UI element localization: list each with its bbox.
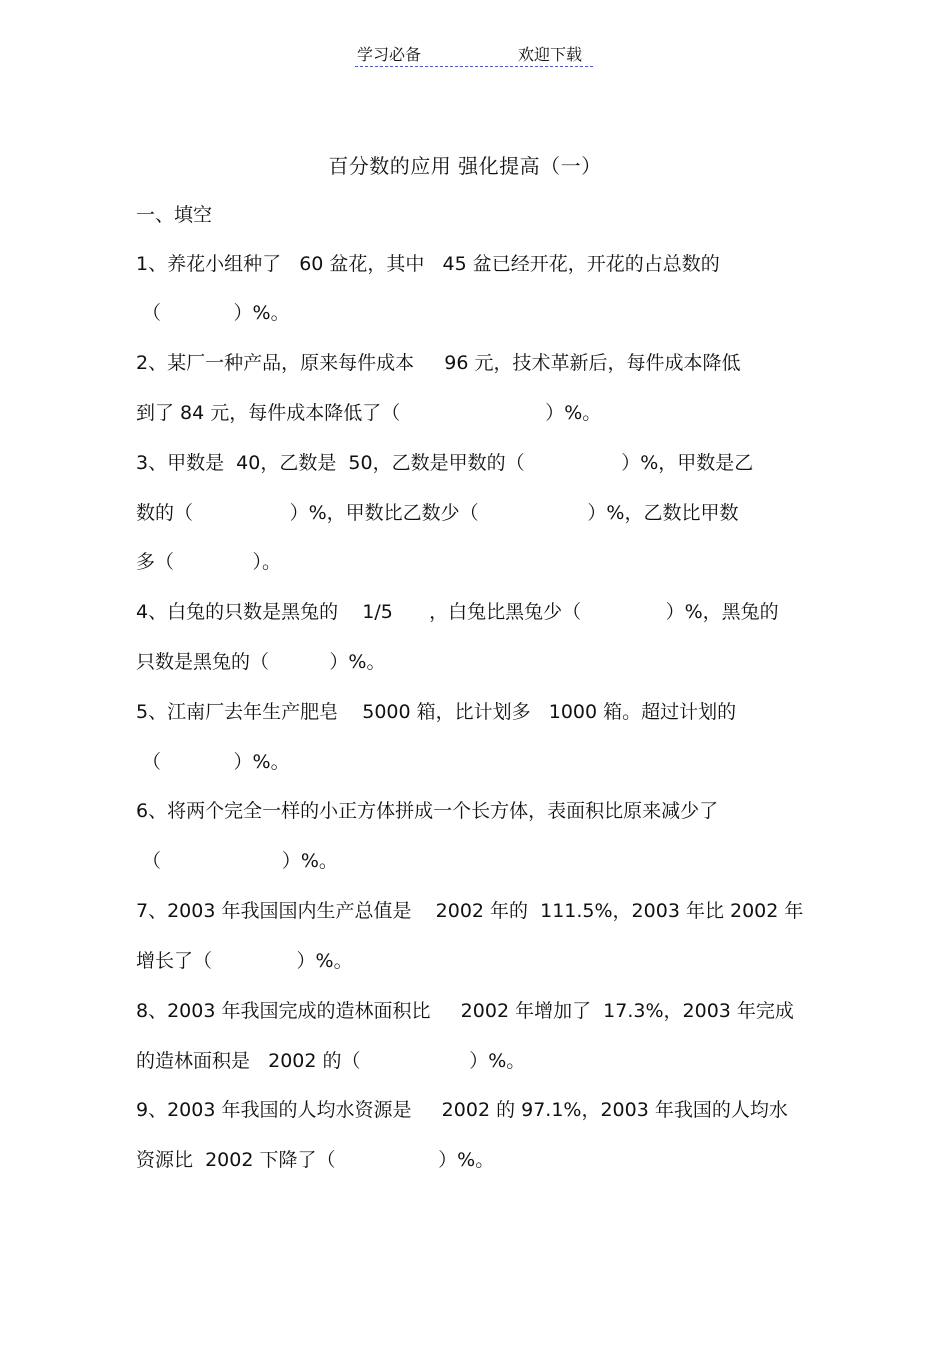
question-3-line-3: 多（ ）。 (136, 551, 282, 573)
header-right-text: 欢迎下载 (518, 45, 583, 64)
question-6-line-1: 6、将两个完全一样的小正方体拼成一个长方体，表面积比原来减少了 (136, 800, 719, 822)
question-1-line-2: （ ）%。 (136, 302, 290, 324)
question-9-line-1: 9、2003 年我国的人均水资源是 2002 的 97.1%，2003 年我国的人均水 (136, 1099, 788, 1121)
page-header (355, 40, 593, 67)
question-8-line-2: 的造林面积是 2002 的（ ）%。 (136, 1050, 526, 1072)
question-5-line-1: 5、江南厂去年生产肥皂 5000 箱，比计划多 1000 箱。超过计划的 (136, 701, 737, 723)
question-2-line-1: 2、某厂一种产品，原来每件成本 96 元，技术革新后，每件成本降低 (136, 352, 741, 374)
question-7-line-2: 增长了（ ）%。 (136, 950, 353, 972)
question-6-line-2: （ ）%。 (136, 850, 338, 872)
question-5-line-2: （ ）%。 (136, 751, 290, 773)
document-title: 百分数的应用 强化提高（一） (328, 154, 602, 178)
question-1-line-1: 1、养花小组种了 60 盆花，其中 45 盆已经开花，开花的占总数的 (136, 253, 720, 275)
question-3-line-1: 3、甲数是 40，乙数是 50，乙数是甲数的（ ）%，甲数是乙 (136, 452, 754, 474)
question-2-line-2: 到了 84 元，每件成本降低了（ ）%。 (136, 402, 602, 424)
question-7-line-1: 7、2003 年我国国内生产总值是 2002 年的 111.5%，2003 年比 2002 年 (136, 900, 804, 922)
header-left-text: 学习必备 (357, 45, 422, 64)
question-9-line-2: 资源比 2002 下降了（ ）%。 (136, 1149, 495, 1171)
question-3-line-2: 数的（ ）%，甲数比乙数少（ ）%，乙数比甲数 (136, 502, 739, 524)
question-4-line-1: 4、白兔的只数是黑兔的 1/5 ，白兔比黑兔少（ ）%，黑兔的 (136, 601, 779, 623)
section-heading: 一、填空 (136, 204, 213, 226)
question-4-line-2: 只数是黑兔的（ ）%。 (136, 651, 386, 673)
question-8-line-1: 8、2003 年我国完成的造林面积比 2002 年增加了 17.3%，2003 年完成 (136, 1000, 794, 1022)
